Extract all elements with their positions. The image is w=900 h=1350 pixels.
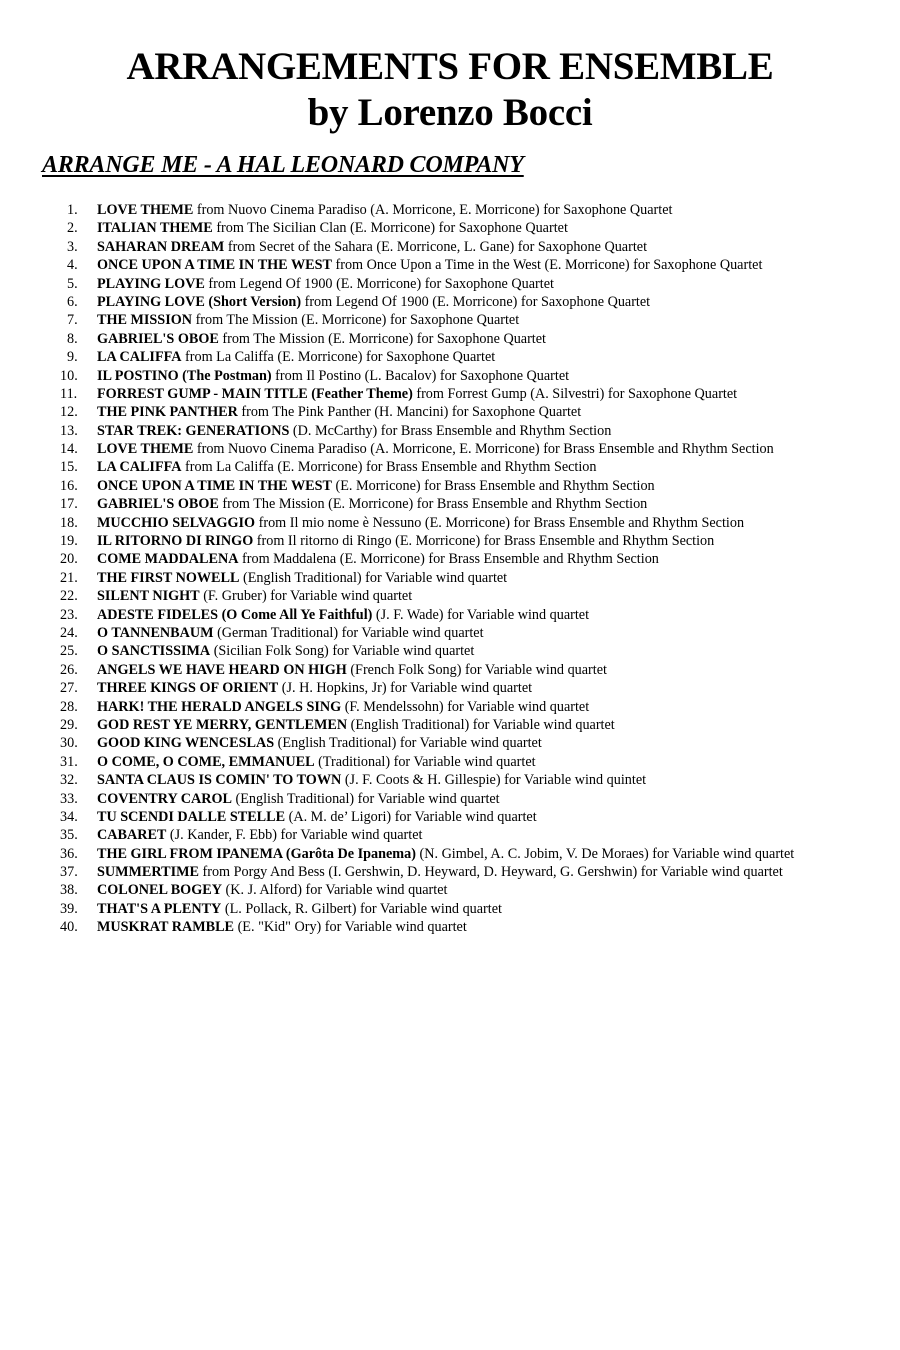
- list-item: [60, 918, 890, 936]
- item-title: PLAYING LOVE (Short Version): [97, 293, 302, 310]
- item-details: from Il ritorno di Ringo (E. Morricone) for Brass Ensemble and Rhythm Section: [253, 533, 715, 550]
- item-number: 13.: [60, 422, 78, 439]
- list-item: [60, 330, 890, 348]
- list-item: [60, 495, 890, 513]
- item-details: (English Traditional) for Variable wind quartet: [239, 569, 508, 586]
- list-item: [60, 587, 890, 605]
- item-details: from Secret of the Sahara (E. Morricone, L. Gane) for Saxophone Quartet: [224, 238, 648, 255]
- item-title: COLONEL BOGEY: [97, 882, 222, 899]
- item-number: 38.: [60, 882, 78, 899]
- list-item: [60, 293, 890, 311]
- item-title: LA CALIFFA: [97, 459, 182, 476]
- list-item: [60, 771, 890, 789]
- item-details: from La Califfa (E. Morricone) for Saxophone Quartet: [181, 349, 496, 366]
- item-number: 31.: [60, 753, 78, 770]
- item-number: 14.: [60, 441, 78, 458]
- item-number: 5.: [67, 275, 78, 292]
- item-number: 18.: [60, 514, 78, 531]
- item-details: (E. "Kid" Ory) for Variable wind quartet: [234, 919, 467, 936]
- item-title: GOOD KING WENCESLAS: [97, 735, 275, 752]
- item-details: (J. F. Wade) for Variable wind quartet: [372, 606, 590, 623]
- list-item: [60, 734, 890, 752]
- item-details: (English Traditional) for Variable wind quartet: [274, 735, 542, 752]
- item-details: (German Traditional) for Variable wind quartet: [213, 624, 484, 641]
- item-title: FORREST GUMP - MAIN TITLE (Feather Theme): [97, 385, 413, 402]
- item-number: 29.: [60, 716, 78, 733]
- item-title: O TANNENBAUM: [97, 624, 214, 641]
- item-details: from Il Postino (L. Bacalov) for Saxophone Quartet: [271, 367, 570, 384]
- title-line-2: by Lorenzo Bocci: [307, 91, 593, 134]
- list-item: [60, 716, 890, 734]
- item-details: (N. Gimbel, A. C. Jobim, V. De Moraes) for Variable wind quartet: [415, 845, 795, 862]
- item-title: SUMMERTIME: [97, 864, 199, 881]
- item-title: IL POSTINO (The Postman): [97, 367, 272, 384]
- list-item: [60, 642, 890, 660]
- item-title: GOD REST YE MERRY, GENTLEMEN: [97, 716, 348, 733]
- list-item: [60, 238, 890, 256]
- list-item: [60, 422, 890, 440]
- list-item: [60, 863, 890, 881]
- item-title: O SANCTISSIMA: [97, 643, 211, 660]
- item-title: IL RITORNO DI RINGO: [97, 533, 254, 550]
- item-details: (English Traditional) for Variable wind quartet: [347, 716, 615, 733]
- item-number: 7.: [67, 312, 78, 329]
- item-number: 36.: [60, 845, 78, 862]
- item-number: 9.: [67, 349, 78, 366]
- item-details: from Once Upon a Time in the West (E. Morricone) for Saxophone Quartet: [331, 257, 763, 274]
- item-details: from Il mio nome è Nessuno (E. Morricone) for Brass Ensemble and Rhythm Section: [255, 514, 745, 531]
- item-number: 2.: [67, 220, 78, 237]
- item-number: 30.: [60, 735, 78, 752]
- item-number: 24.: [60, 624, 78, 641]
- item-details: from Legend Of 1900 (E. Morricone) for Saxophone Quartet: [204, 275, 554, 292]
- list-item: [60, 845, 890, 863]
- list-item: [60, 624, 890, 642]
- list-item: [60, 826, 890, 844]
- item-title: SAHARAN DREAM: [97, 238, 225, 255]
- list-item: [60, 753, 890, 771]
- item-title: THE FIRST NOWELL: [97, 569, 240, 586]
- item-details: (French Folk Song) for Variable wind quartet: [346, 661, 607, 678]
- publisher-heading: ARRANGE ME - A HAL LEONARD COMPANY: [42, 152, 524, 178]
- item-title: LOVE THEME: [97, 441, 194, 458]
- title-line-1: ARRANGEMENTS FOR ENSEMBLE: [126, 45, 774, 88]
- item-details: from The Mission (E. Morricone) for Saxophone Quartet: [218, 330, 546, 347]
- item-title: MUSKRAT RAMBLE: [97, 919, 235, 936]
- list-item: [60, 900, 890, 918]
- item-details: (Traditional) for Variable wind quartet: [314, 753, 536, 770]
- item-details: (Sicilian Folk Song) for Variable wind quartet: [210, 643, 475, 660]
- item-details: from The Pink Panther (H. Mancini) for Saxophone Quartet: [237, 404, 582, 421]
- list-item: [60, 311, 890, 329]
- item-number: 37.: [60, 864, 78, 881]
- item-details: from Forrest Gump (A. Silvestri) for Saxophone Quartet: [412, 385, 738, 402]
- item-title: TU SCENDI DALLE STELLE: [97, 808, 286, 825]
- item-details: from Maddalena (E. Morricone) for Brass Ensemble and Rhythm Section: [238, 551, 659, 568]
- item-title: GABRIEL'S OBOE: [97, 330, 219, 347]
- list-item: [60, 881, 890, 899]
- item-title: ANGELS WE HAVE HEARD ON HIGH: [97, 661, 347, 678]
- item-number: 16.: [60, 477, 78, 494]
- list-item: [60, 514, 890, 532]
- item-details: from Nuovo Cinema Paradiso (A. Morricone, E. Morricone) for Brass Ensemble and Rhythm Section: [193, 441, 774, 458]
- item-details: (English Traditional) for Variable wind quartet: [231, 790, 500, 807]
- item-number: 39.: [60, 900, 78, 917]
- item-number: 32.: [60, 772, 78, 789]
- list-item: [60, 569, 890, 587]
- list-item: [60, 606, 890, 624]
- item-number: 20.: [60, 551, 78, 568]
- item-details: from La Califfa (E. Morricone) for Brass Ensemble and Rhythm Section: [181, 459, 597, 476]
- item-number: 22.: [60, 588, 78, 605]
- list-item: [60, 440, 890, 458]
- list-item: [60, 679, 890, 697]
- item-title: ADESTE FIDELES (O Come All Ye Faithful): [97, 606, 373, 623]
- item-number: 19.: [60, 533, 78, 550]
- item-title: CABARET: [97, 827, 167, 844]
- item-details: (F. Mendelssohn) for Variable wind quartet: [341, 698, 590, 715]
- item-details: (J. Kander, F. Ebb) for Variable wind quartet: [166, 827, 423, 844]
- item-details: (K. J. Alford) for Variable wind quartet: [221, 882, 448, 899]
- item-title: MUCCHIO SELVAGGIO: [97, 514, 256, 531]
- list-item: [60, 550, 890, 568]
- item-details: from The Mission (E. Morricone) for Brass Ensemble and Rhythm Section: [218, 496, 648, 513]
- item-number: 10.: [60, 367, 78, 384]
- list-item: [60, 385, 890, 403]
- list-item: [60, 458, 890, 476]
- item-number: 6.: [67, 293, 78, 310]
- item-number: 17.: [60, 496, 78, 513]
- item-details: (A. M. de’ Ligori) for Variable wind quartet: [285, 808, 537, 825]
- item-title: O COME, O COME, EMMANUEL: [97, 753, 315, 770]
- item-number: 11.: [60, 385, 78, 402]
- item-details: from Nuovo Cinema Paradiso (A. Morricone, E. Morricone) for Saxophone Quartet: [193, 202, 673, 218]
- list-item: [60, 403, 890, 421]
- item-number: 21.: [60, 569, 78, 586]
- list-item: [60, 201, 890, 219]
- item-title: ONCE UPON A TIME IN THE WEST: [97, 257, 332, 274]
- item-number: 26.: [60, 661, 78, 678]
- item-title: SANTA CLAUS IS COMIN' TO TOWN: [97, 772, 342, 789]
- item-number: 40.: [60, 919, 78, 936]
- item-title: PLAYING LOVE: [97, 275, 205, 292]
- item-title: THAT'S A PLENTY: [97, 900, 222, 917]
- list-item: [60, 256, 890, 274]
- item-number: 28.: [60, 698, 78, 715]
- item-title: THREE KINGS OF ORIENT: [97, 680, 279, 697]
- item-number: 3.: [67, 238, 78, 255]
- item-title: ITALIAN THEME: [97, 220, 213, 237]
- item-title: THE GIRL FROM IPANEMA (Garôta De Ipanema): [97, 845, 416, 862]
- item-details: (D. McCarthy) for Brass Ensemble and Rhythm Section: [289, 422, 612, 439]
- item-number: 12.: [60, 404, 78, 421]
- item-number: 35.: [60, 827, 78, 844]
- item-details: (J. F. Coots & H. Gillespie) for Variable wind quintet: [341, 772, 647, 789]
- list-item: [60, 275, 890, 293]
- list-item: [60, 790, 890, 808]
- item-number: 4.: [67, 257, 78, 274]
- item-number: 33.: [60, 790, 78, 807]
- list-item: [60, 477, 890, 495]
- item-number: 15.: [60, 459, 78, 476]
- item-title: HARK! THE HERALD ANGELS SING: [97, 698, 342, 715]
- item-title: THE PINK PANTHER: [97, 404, 238, 421]
- list-item: [60, 532, 890, 550]
- item-number: 8.: [67, 330, 78, 347]
- item-details: from Legend Of 1900 (E. Morricone) for Saxophone Quartet: [301, 293, 651, 310]
- item-details: (E. Morricone) for Brass Ensemble and Rhythm Section: [331, 477, 655, 494]
- list-item: [60, 698, 890, 716]
- item-title: LA CALIFFA: [97, 349, 182, 366]
- item-title: COME MADDALENA: [97, 551, 239, 568]
- item-title: LOVE THEME: [97, 202, 194, 218]
- item-details: from Porgy And Bess (I. Gershwin, D. Heyward, D. Heyward, G. Gershwin) for Variable wind quartet: [198, 864, 783, 881]
- item-details: from The Mission (E. Morricone) for Saxophone Quartet: [192, 312, 520, 329]
- document-title: [0, 44, 900, 136]
- item-details: (L. Pollack, R. Gilbert) for Variable wind quartet: [221, 900, 502, 917]
- list-item: [60, 661, 890, 679]
- item-number: 27.: [60, 680, 78, 697]
- list-item: [60, 367, 890, 385]
- item-title: STAR TREK: GENERATIONS: [97, 422, 290, 439]
- item-details: (F. Gruber) for Variable wind quartet: [199, 588, 413, 605]
- item-number: 34.: [60, 808, 78, 825]
- item-details: (J. H. Hopkins, Jr) for Variable wind quartet: [278, 680, 533, 697]
- item-title: ONCE UPON A TIME IN THE WEST: [97, 477, 332, 494]
- list-item: [60, 219, 890, 237]
- item-number: 23.: [60, 606, 78, 623]
- item-details: from The Sicilian Clan (E. Morricone) for Saxophone Quartet: [212, 220, 568, 237]
- item-title: SILENT NIGHT: [97, 588, 200, 605]
- list-item: [60, 808, 890, 826]
- item-title: GABRIEL'S OBOE: [97, 496, 219, 513]
- arrangement-list: [60, 201, 890, 937]
- item-title: THE MISSION: [97, 312, 193, 329]
- item-number: 1.: [67, 202, 78, 218]
- item-title: COVENTRY CAROL: [97, 790, 232, 807]
- list-item: [60, 348, 890, 366]
- item-number: 25.: [60, 643, 78, 660]
